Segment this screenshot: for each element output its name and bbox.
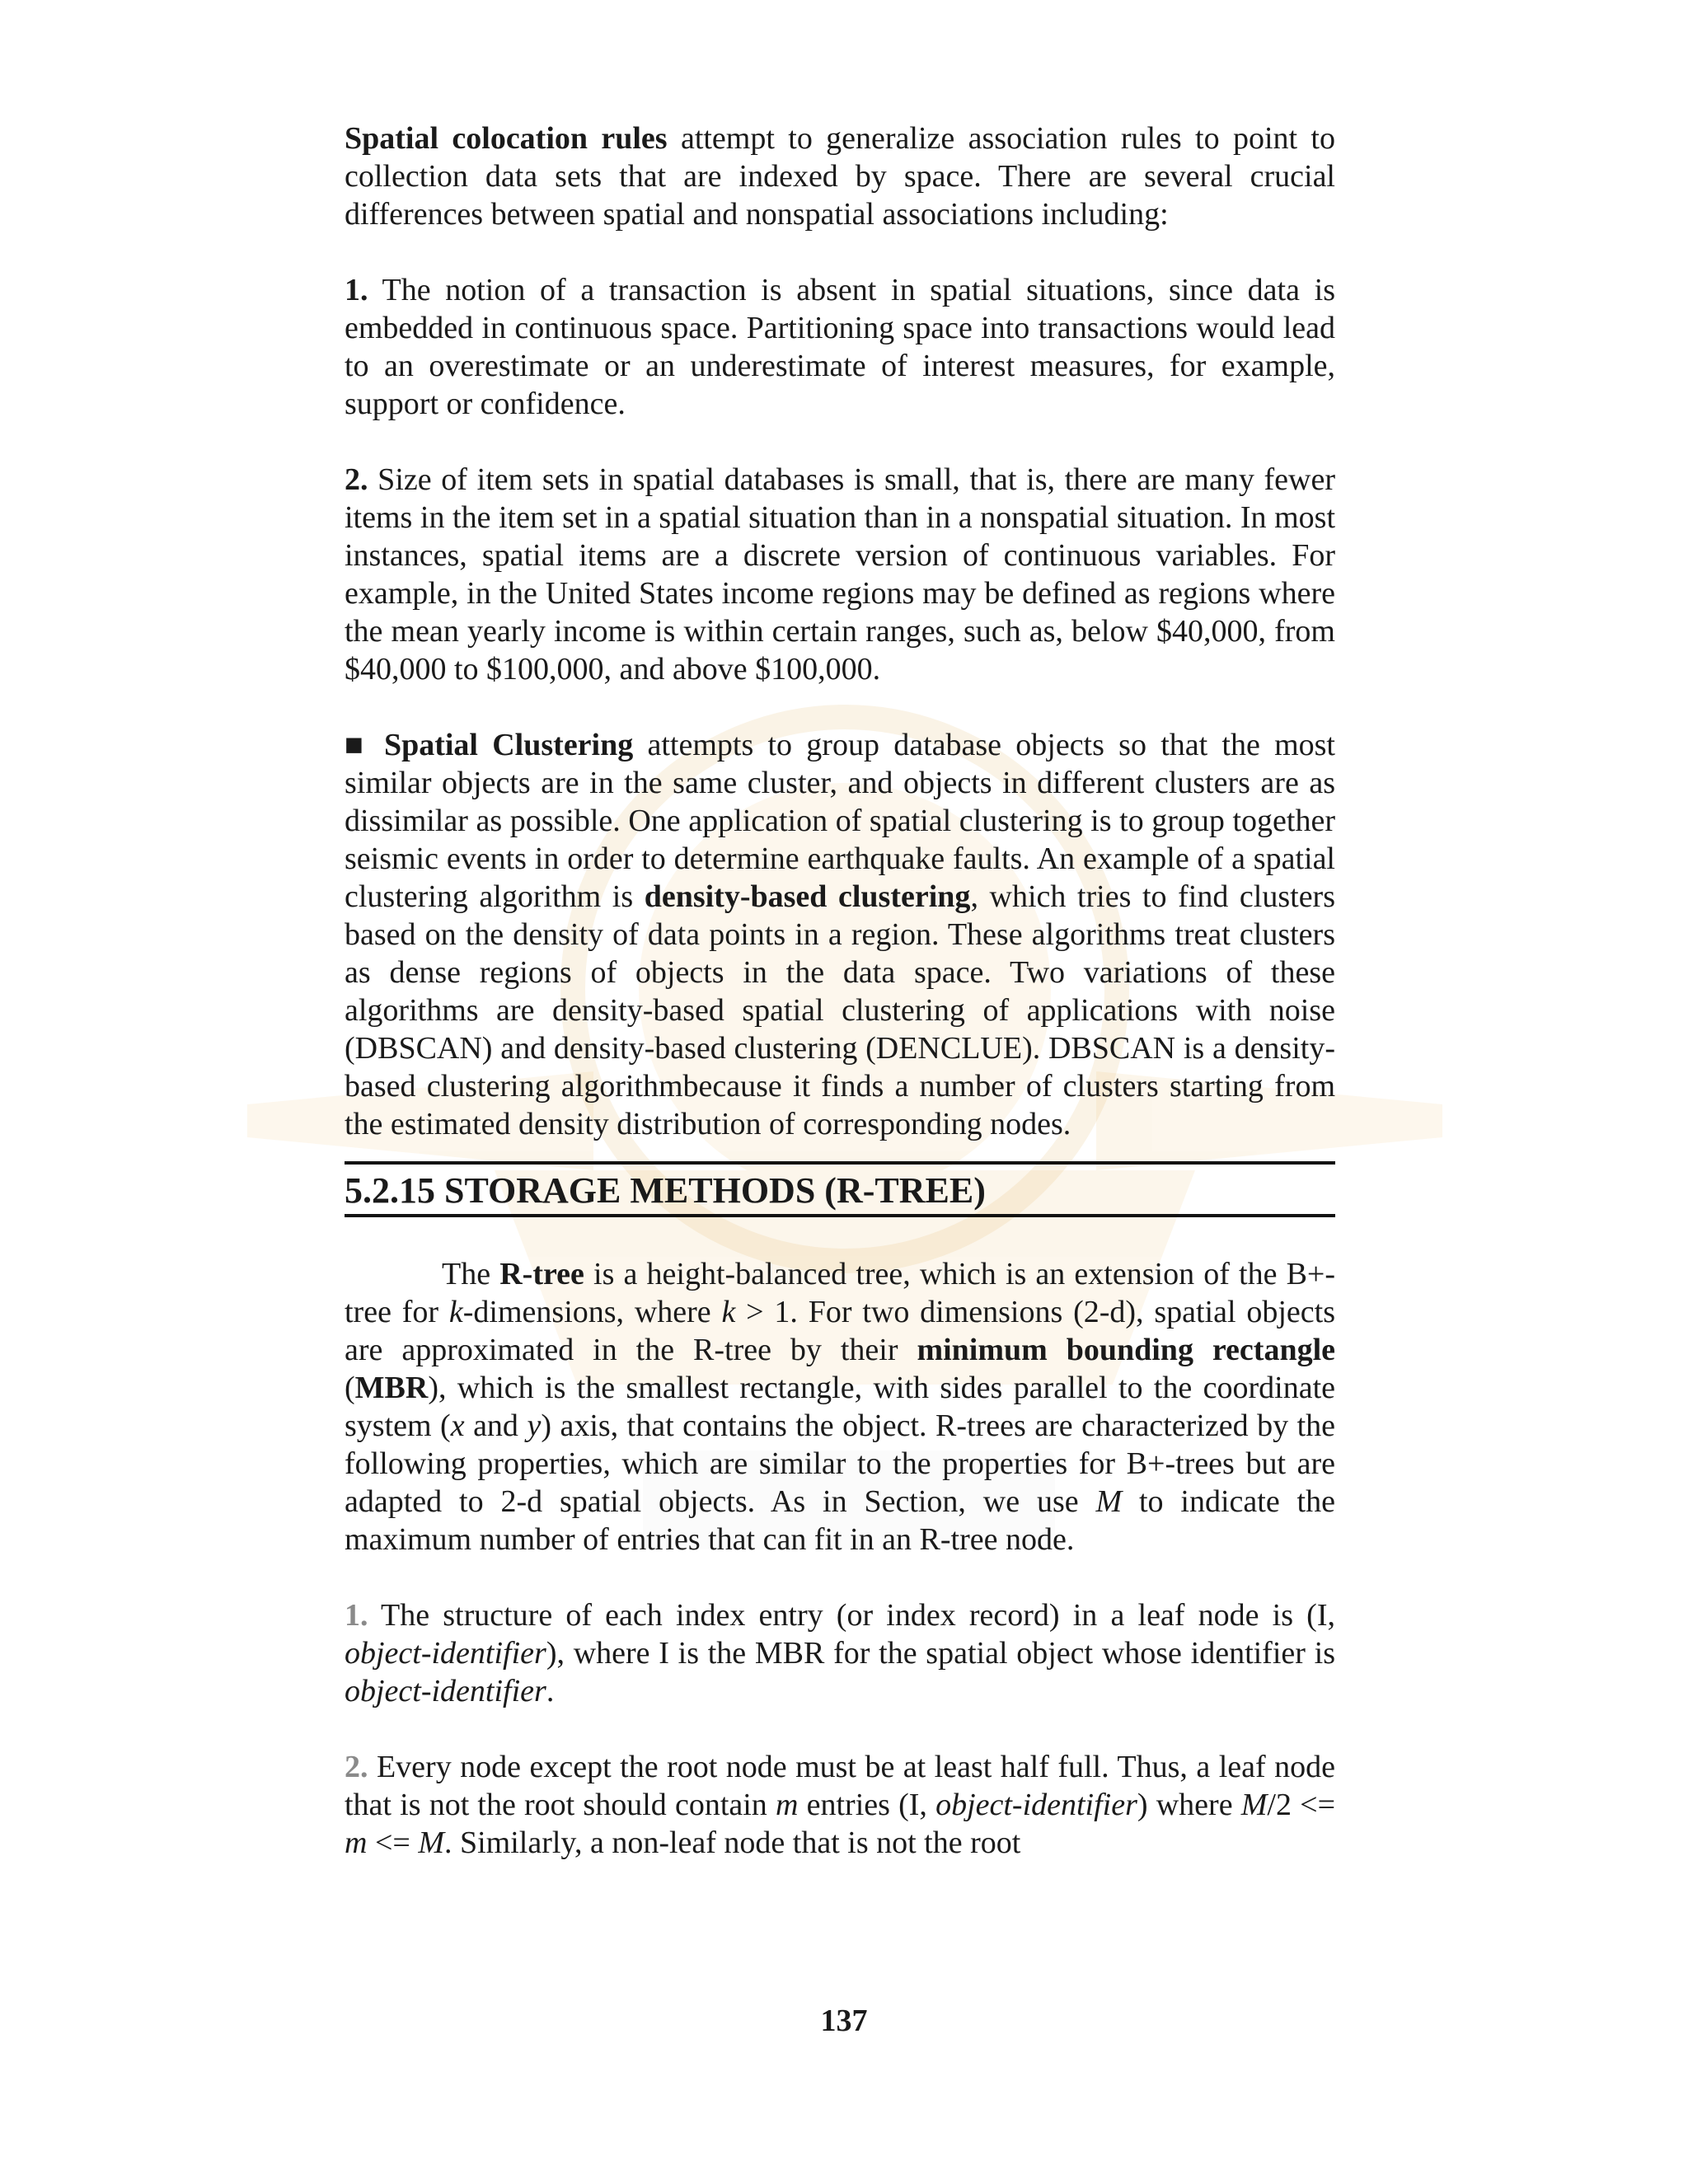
var-m: m [775,1788,799,1822]
page-number: 137 [820,2004,868,2038]
term-spatial-colocation-rules: Spatial colocation rules [345,121,668,156]
paragraph-text: ) where [1137,1788,1241,1822]
section-heading-box [345,1161,1335,1217]
term-spatial-clustering: Spatial Clustering [383,728,634,762]
paragraph-text: Size of item sets in spatial databases is small, that is, there are many fewer items in the item set in a spatial situation than in a nonspatial situation. In most instances, spatial items are a discrete version of continuous variables. For example, in the United States income regions may be defined as regions where the mean yearly income is within certain ranges, such as, below $40,000, from $40,000 to $100,000, and above $100,000. [345,462,1335,687]
paragraph-spatial-clustering [345,726,1335,1143]
paragraph-text: ( [345,1371,355,1405]
paragraph-text: The structure of each index entry (or index record) in a leaf node is (I, [368,1598,1335,1633]
paragraph-text: <= [367,1825,419,1860]
paragraph-text: . [546,1674,555,1708]
paragraph-text: attempt to generalize association rules to point to collection data sets that are indexed by space. There are several crucial differences between spatial and nonspatial associations including: [345,121,1335,232]
var-x: x [450,1408,465,1443]
term-mbr-full: minimum bounding rectangle [917,1333,1336,1367]
list-number: 2. [345,462,368,497]
list-number: 1. [345,273,368,307]
var-M: M [1095,1484,1123,1519]
list-item-1-transaction [345,271,1335,423]
paragraph-text: /2 <= [1267,1788,1336,1822]
section-heading: 5.2.15 STORAGE METHODS (R-TREE) [345,1170,986,1211]
list-item-2-item-sets [345,461,1335,688]
var-M: M [418,1825,444,1860]
paragraph-text: -dimensions, where [462,1295,722,1329]
var-y: y [527,1408,542,1443]
paragraph-text: ), which is the smallest rectangle, with sides parallel to the coordinate system ( [345,1371,1335,1443]
paragraph-text: is a height-balanced tree, which is an extension of the B+-tree for [345,1257,1336,1329]
list-number: 2. [345,1750,368,1784]
paragraph-text: attempts to group database objects so that the most similar objects are in the same cluster, and objects in different clusters are as dissimilar as possible. One application of spatial clustering is to group together seismic events in order to determine earthquake faults. An example of a spatial clustering algorithm is [345,728,1335,914]
paragraph-text: ) axis, that contains the object. R-trees are characterized by the following properties, which are similar to the properties for B+-trees but are adapted to 2-d spatial objects. As in Section, we use [345,1408,1335,1519]
var-object-identifier: object-identifier [345,1674,546,1708]
paragraph-text: entries (I, [798,1788,936,1822]
var-k: k [721,1295,736,1329]
paragraph-text: Every node except the root node must be at least half full. Thus, a leaf node that is not the root should contain [345,1750,1335,1822]
var-object-identifier: object-identifier [345,1636,546,1671]
list-number: 1. [345,1598,368,1633]
var-m: m [345,1825,368,1860]
term-density-based-clustering: density-based clustering [644,879,971,914]
paragraph-colocation-rules [345,120,1335,233]
paragraph-text: and [464,1408,528,1443]
paragraph-text: The [442,1257,500,1291]
paragraph-text: > 1. For two dimensions (2-d), spatial objects are approximated in the R-tree by their [345,1295,1335,1367]
term-mbr: MBR [354,1371,429,1405]
paragraph-text: The notion of a transaction is absent in spatial situations, since data is embedded in continuous space. Partitioning space into transactions would lead to an overestimate or an underestimate of interest measures, for example, support or confidence. [345,273,1335,421]
paragraph-text: , which tries to find clusters based on the density of data points in a region. These algorithms treat clusters as dense regions of objects in the data space. Two variations of these algorithms are density-based spatial clustering of applications with noise (DBSCAN) and density-based clustering (DENCLUE). DBSCAN is a density-based clustering algorithmbecause it finds a number of clusters starting from the estimated density distribution of corresponding nodes. [345,879,1336,1141]
bullet-square-icon: ■ [345,728,370,762]
var-k: k [448,1295,463,1329]
list-item-2-half-full [345,1748,1335,1862]
page-content [345,120,1335,1862]
paragraph-r-tree [345,1255,1335,1558]
paragraph-text: . Similarly, a non-leaf node that is not the root [443,1825,1021,1860]
term-r-tree: R-tree [499,1257,584,1291]
list-item-1-index-entry [345,1596,1335,1710]
paragraph-text: ), where I is the MBR for the spatial object whose identifier is [546,1636,1335,1671]
var-M: M [1240,1788,1268,1822]
var-object-identifier: object-identifier [935,1788,1137,1822]
paragraph-text: to indicate the maximum number of entries that can fit in an R-tree node. [345,1484,1335,1557]
